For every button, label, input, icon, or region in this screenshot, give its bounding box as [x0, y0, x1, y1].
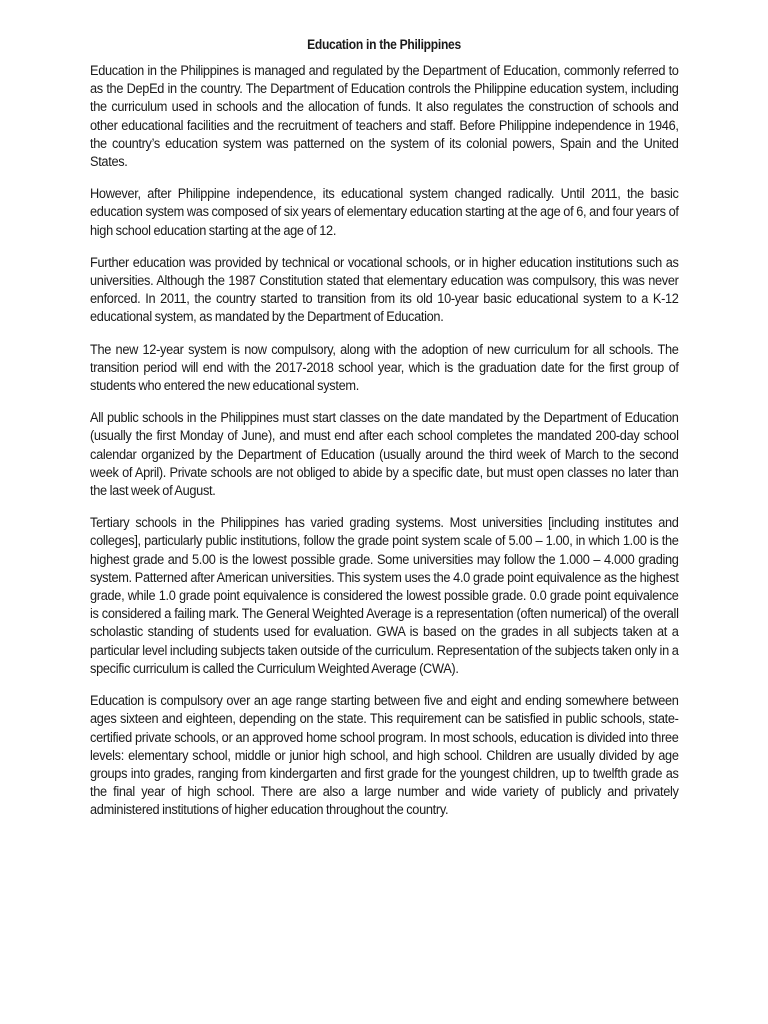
paragraph-3: Further education was provided by technical or vocational schools, or in higher education institutions such as universities. Although the 1987 Constitution stated that elementary education was compulsory, this was never enforced. In 2011, the country started to transition from its old 10-year basic educational system to a K-12 educational system, as mandated by the Department of Education.	[90, 254, 679, 326]
paragraph-7: Education is compulsory over an age range starting between five and eight and ending somewhere between ages sixteen and eighteen, depending on the state. This requirement can be satisfied in public schools, state-certified private schools, or an approved home school program. In most schools, education is divided into three levels: elementary school, middle or junior high school, and high school. Children are usually divided by age groups into grades, ranging from kindergarten and first grade for the youngest children, up to twelfth grade as the final year of high school. There are also a large number and wide variety of publicly and privately administered institutions of higher education throughout the country.	[90, 693, 679, 819]
paragraph-2: However, after Philippine independence, its educational system changed radically. Until 2011, the basic education system was composed of six years of elementary education starting at the age of 6, and four years of high school education starting at the age of 12.	[90, 186, 679, 239]
document-title: Education in the Philippines	[307, 37, 461, 52]
paragraph-4: The new 12-year system is now compulsory, along with the adoption of new curriculum for all schools. The transition period will end with the 2017-2018 school year, which is the graduation date for the first group of students who entered the new educational system.	[90, 341, 679, 395]
document-page	[90, 36, 678, 834]
paragraph-6: Tertiary schools in the Philippines has varied grading systems. Most universities [including institutes and colleges], particularly public institutions, follow the grade point system scale of 5.00 – 1.00, in which 1.00 is the highest grade and 5.00 is the lowest possible grade. Some universities may follow the 1.000 – 4.000 grading system. Patterned after American universities. This system uses the 4.0 grade point equivalence as the highest grade, while 1.0 grade point equivalence is considered the lowest possible grade. 0.0 grade point equivalence is considered a failing mark. The General Weighted Average is a representation (often numerical) of the overall scholastic standing of students used for evaluation. GWA is based on the grades in all subjects taken at a particular level including subjects taken outside of the curriculum. Representation of the subjects taken only in a specific curriculum is called the Curriculum Weighted Average (CWA).	[90, 515, 679, 677]
paragraph-1: Education in the Philippines is managed and regulated by the Department of Education, commonly referred to as the DepEd in the country. The Department of Education controls the Philippine education system, including the curriculum used in schools and the allocation of funds. It also regulates the construction of schools and other educational facilities and the recruitment of teachers and staff. Before Philippine independence in 1946, the country’s education system was patterned on the system of its colonial powers, Spain and the United States.	[90, 63, 679, 171]
paragraph-5: All public schools in the Philippines must start classes on the date mandated by the Department of Education (usually the first Monday of June), and must end after each school completes the mandated 200-day school calendar organized by the Department of Education (usually around the third week of March to the second week of April). Private schools are not obliged to abide by a specific date, but must open classes no later than the last week of August.	[90, 410, 679, 500]
